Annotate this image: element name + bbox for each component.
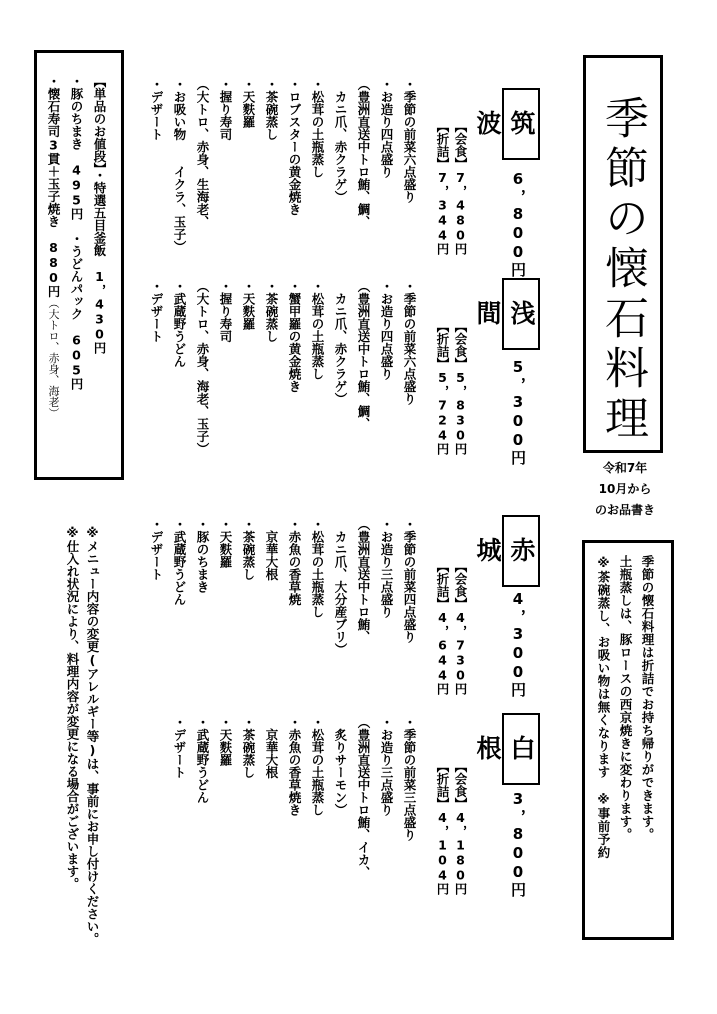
course-name-akagi: 赤城 <box>502 515 540 587</box>
list-item: ・デザート <box>149 280 164 343</box>
note-2: 土瓶蒸しは、豚ロースの西京焼きに変わります。 <box>618 555 633 841</box>
course-kaishoku-akagi: 【会食】4，730円 <box>453 560 468 695</box>
list-item: ・デザート <box>149 78 164 141</box>
list-item: カニ爪、大分産ブリ） <box>333 518 348 656</box>
date-line-1: 令和7年 <box>602 461 648 475</box>
list-item: （豊洲直送中トロ鮪、鯛、 <box>356 280 371 430</box>
list-item: ・お造り三点盛り <box>379 716 394 816</box>
course-orizume-akagi: 【折詰】4，644円 <box>435 560 450 695</box>
page-title: 季節の懐石料理 <box>597 95 648 445</box>
list-item: 炙りサーモン） <box>333 716 348 816</box>
list-item: ・松茸の土瓶蒸し <box>310 716 325 816</box>
list-item: ・お造り四点盛り <box>379 78 394 178</box>
list-item: 京華大根 <box>264 518 279 581</box>
footer-note-2: ※仕入れ状況により、料理内容が変更になる場合がございます。 <box>65 525 80 890</box>
course-name-asama: 浅間 <box>502 278 540 350</box>
list-item: ・お造り三点盛り <box>379 518 394 618</box>
list-item: ・季節の前菜六点盛り <box>402 280 417 405</box>
list-item: ・お造り四点盛り <box>379 280 394 380</box>
list-item: ・天麩羅 <box>241 280 256 330</box>
list-item: （豊洲直送中トロ鮪、イカ、 <box>356 716 371 879</box>
course-price-shirane: 3，800円 <box>509 790 527 898</box>
footer-notes <box>62 525 102 965</box>
course-items-akagi <box>149 518 421 688</box>
list-item: ・茶碗蒸し <box>264 78 279 141</box>
course-kaishoku-asama: 【会食】5，830円 <box>453 320 468 455</box>
course-price-tsukuba: 6，800円 <box>509 170 527 278</box>
list-item: （豊洲直送中トロ鮪、 <box>356 518 371 643</box>
date-label <box>595 458 655 521</box>
course-orizume-asama: 【折詰】5，724円 <box>435 320 450 455</box>
list-item: ・握り寿司 <box>218 78 233 141</box>
list-item: ・季節の前菜四点盛り <box>402 518 417 643</box>
list-item: ・武蔵野うどん <box>172 280 187 368</box>
list-item: ・蟹甲羅の黄金焼き <box>287 280 302 393</box>
single-line-3-text: ・懐石寿司3貫＋玉子焼き 880円 <box>46 75 61 298</box>
single-line-1: 【単品のお値段】・特選五目釜飯 1，430円 <box>92 75 107 354</box>
course-items-tsukuba <box>149 78 421 288</box>
list-item: ・デザート <box>149 518 164 581</box>
list-item: ・お吸い物 イクラ、玉子） <box>172 78 187 253</box>
list-item: ・松茸の土瓶蒸し <box>310 78 325 178</box>
notes <box>592 555 658 925</box>
list-item: （大トロ、赤身、生海老、 <box>195 78 210 228</box>
list-item: ・デザート <box>172 716 187 779</box>
course-price-asama: 5，300円 <box>509 358 527 466</box>
single-line-3 <box>42 75 65 470</box>
list-item: ・武蔵野うどん <box>172 518 187 606</box>
list-item: ・松茸の土瓶蒸し <box>310 518 325 618</box>
note-1: 季節の懐石料理は折詰でお持ち帰りができます。 <box>640 555 655 841</box>
course-orizume-shirane: 【折詰】4，104円 <box>435 760 450 895</box>
course-items-shirane <box>172 716 421 879</box>
course-name-tsukuba: 筑波 <box>502 88 540 160</box>
single-line-3-note: （大トロ、赤身、海老） <box>47 297 60 419</box>
list-item: ・赤魚の香草焼き <box>287 716 302 816</box>
list-item: ・茶碗蒸し <box>241 716 256 779</box>
list-item: ・茶碗蒸し <box>264 280 279 343</box>
list-item: ・握り寿司 <box>218 280 233 343</box>
date-line-3: のお品書き <box>595 503 656 517</box>
list-item: 京華大根 <box>264 716 279 779</box>
footer-note-1: ※メニュー内容の変更(アレルギー等)は、事前にお申し付けください。 <box>85 525 100 945</box>
list-item: ・季節の前菜三点盛り <box>402 716 417 841</box>
course-orizume-tsukuba: 【折詰】7，344円 <box>435 120 450 255</box>
list-item: ・ロブスターの黄金焼き <box>287 78 302 216</box>
course-name-shirane: 白根 <box>502 713 540 785</box>
course-price-akagi: 4，300円 <box>509 590 527 698</box>
single-line-2: ・豚のちまき 495円 ・うどんパック 605円 <box>69 75 84 390</box>
date-line-2: 10月から <box>598 482 652 496</box>
list-item: ・天麩羅 <box>218 716 233 766</box>
course-items-asama <box>149 280 421 480</box>
list-item: カニ爪、赤クラゲ） <box>333 280 348 405</box>
list-item: ・天麩羅 <box>218 518 233 568</box>
list-item: ・季節の前菜六点盛り <box>402 78 417 203</box>
list-item: ・赤魚の香草焼 <box>287 518 302 606</box>
list-item: ・茶碗蒸し <box>241 518 256 581</box>
list-item: ・松茸の土瓶蒸し <box>310 280 325 380</box>
list-item: （大トロ、赤身、海老、玉子） <box>195 280 210 455</box>
single-items <box>42 75 111 470</box>
list-item: カニ爪、赤クラゲ） <box>333 78 348 203</box>
course-kaishoku-shirane: 【会食】4，180円 <box>453 760 468 895</box>
note-3: ※茶碗蒸し、お吸い物は無くなります ※事前予約 <box>596 555 611 859</box>
list-item: ・武蔵野うどん <box>195 716 210 804</box>
list-item: ・天麩羅 <box>241 78 256 128</box>
course-kaishoku-tsukuba: 【会食】7，480円 <box>453 120 468 255</box>
list-item: ・豚のちまき <box>195 518 210 593</box>
list-item: （豊洲直送中トロ鮪、鯛、 <box>356 78 371 228</box>
